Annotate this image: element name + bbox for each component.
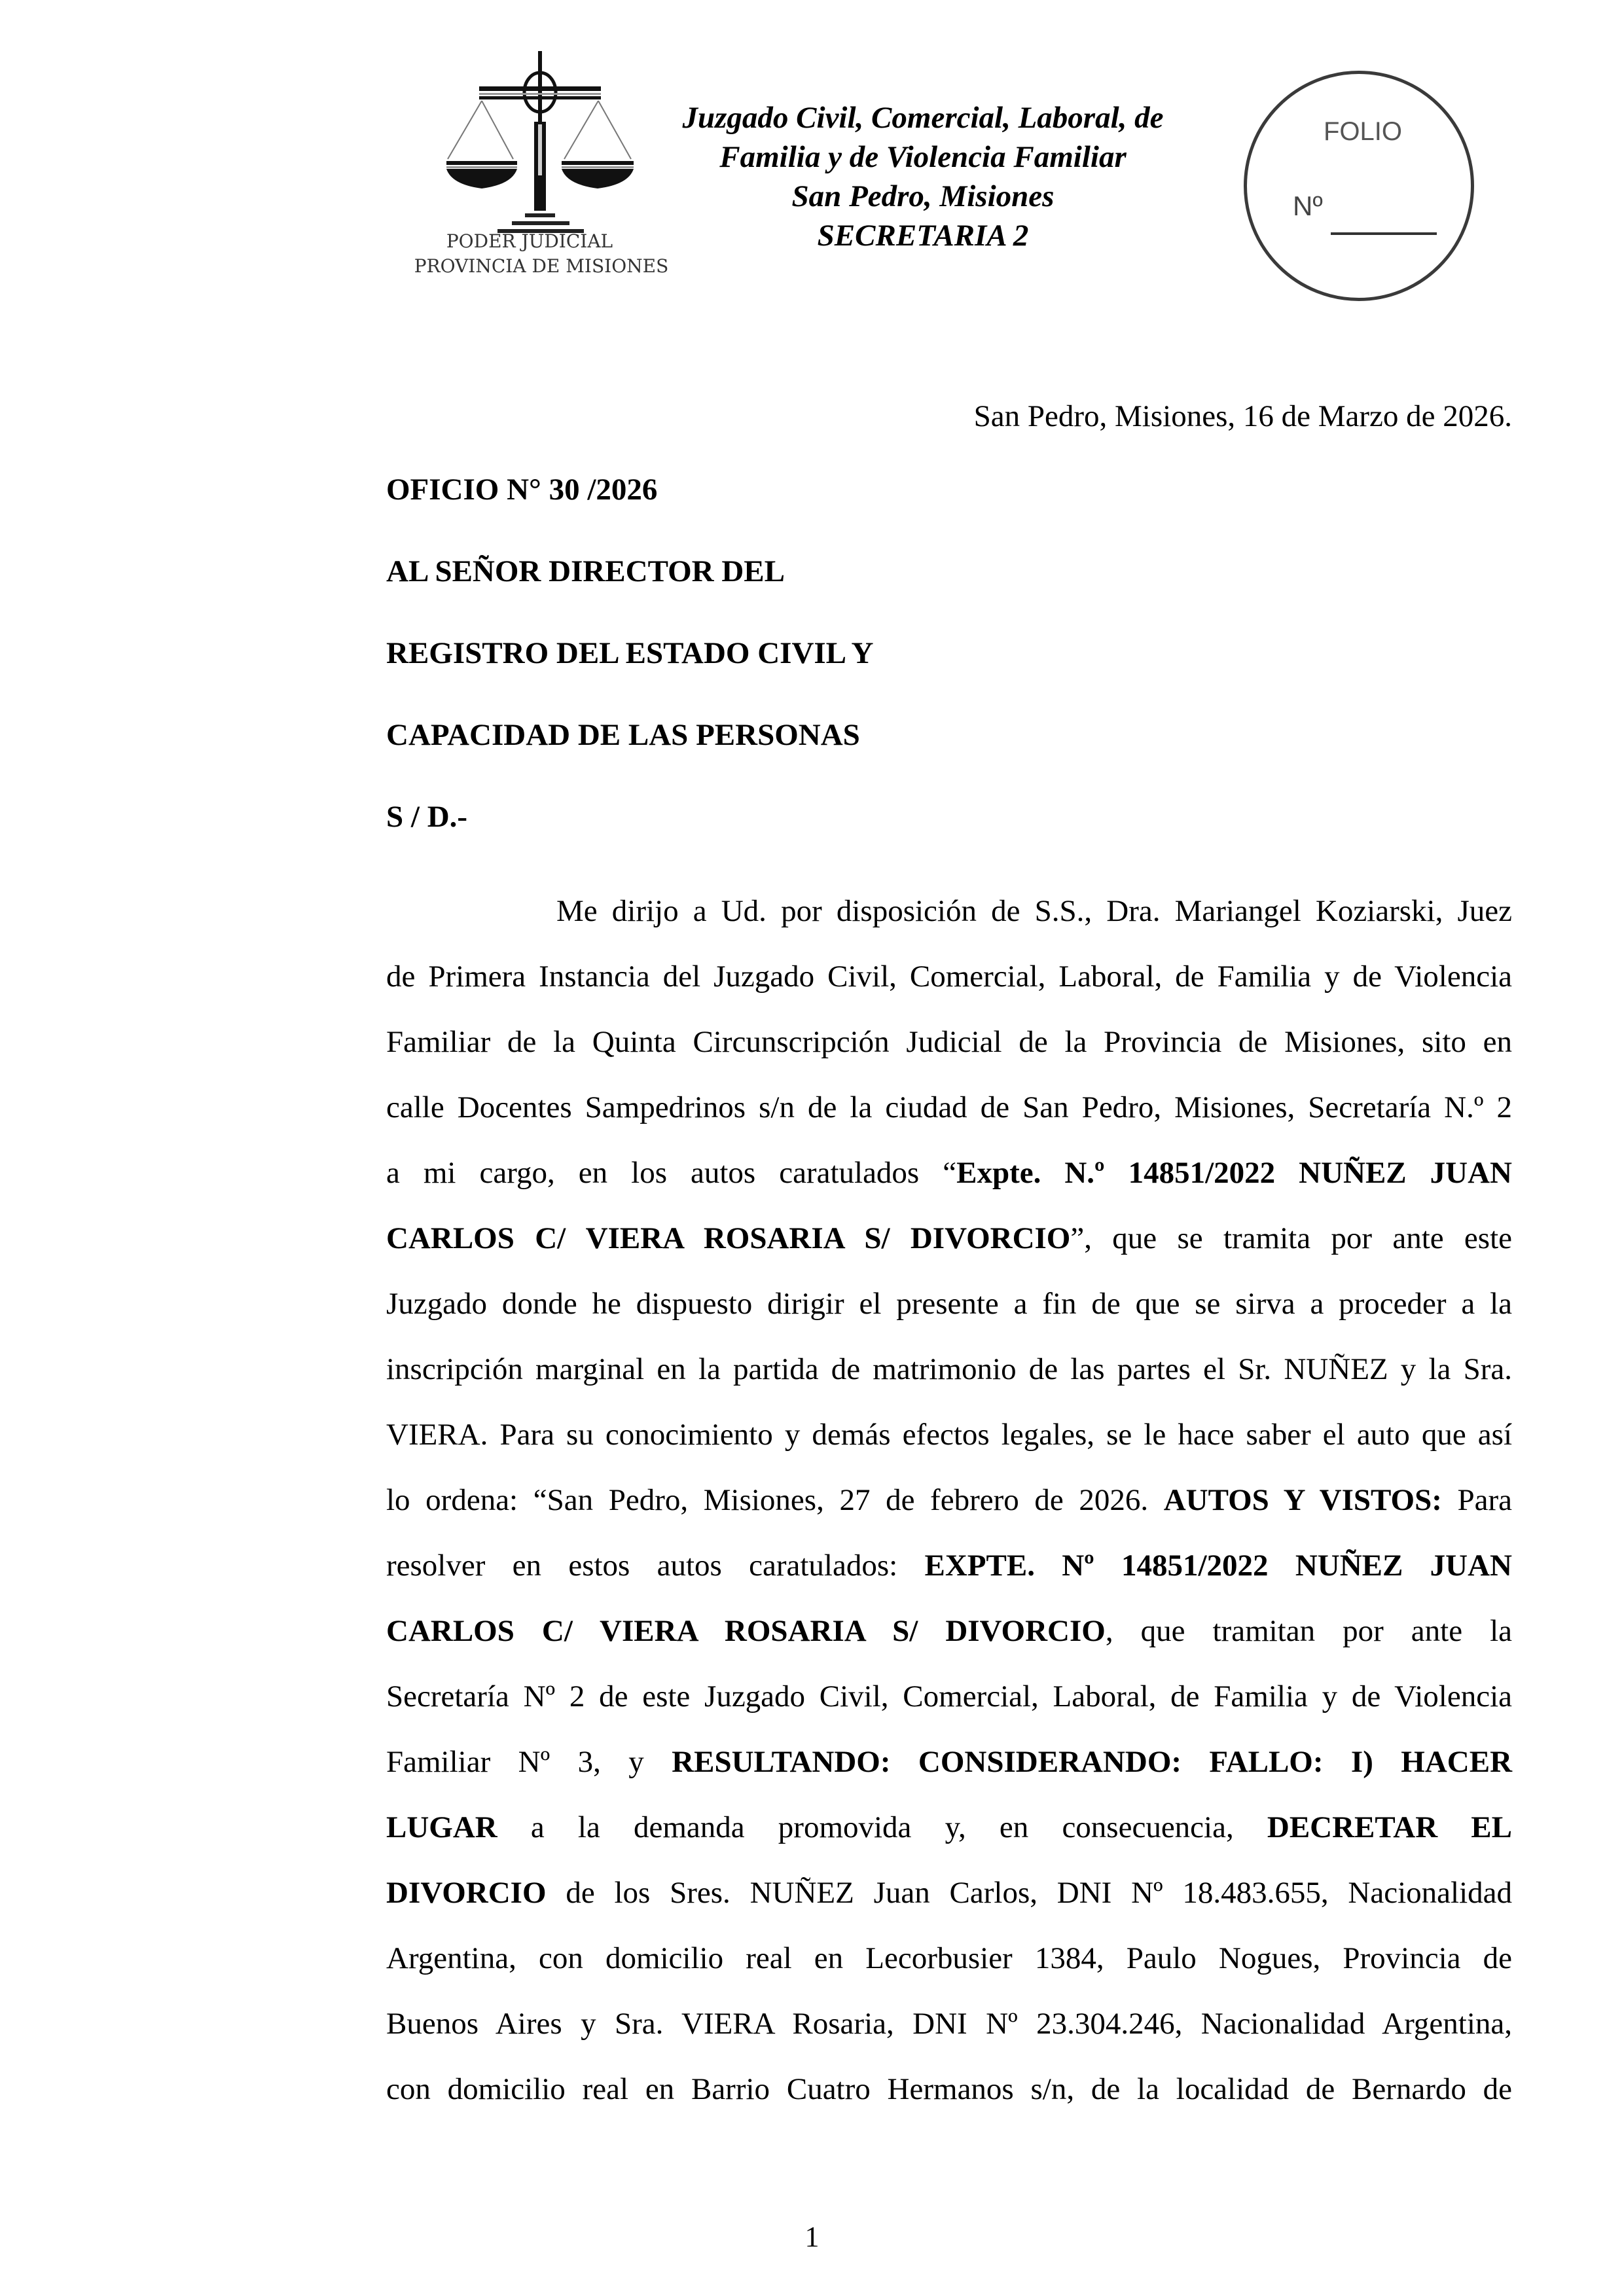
body-line: [386, 1742, 1512, 1782]
body-line: [386, 2070, 1512, 2109]
body-bold-text: DECRETAR EL: [1267, 1810, 1512, 1844]
body-text: de Primera Instancia del Juzgado Civil, Comercial, Laboral, de Familia y de Violencia: [386, 960, 1512, 994]
body-line: [386, 1415, 1512, 1454]
addressee-line: AL SEÑOR DIRECTOR DEL: [386, 554, 785, 588]
folio-label: FOLIO: [1323, 117, 1403, 146]
court-header: [681, 98, 1165, 255]
body-text: Familiar de la Quinta Circunscripción Judicial de la Provincia de Misiones, sito en: [386, 1025, 1512, 1059]
body-bold-text: Expte. N.º 14851/2022 NUÑEZ JUAN: [956, 1156, 1512, 1190]
body-text: ”, que se tramita por ante este: [1070, 1221, 1513, 1255]
body-line: [386, 1284, 1512, 1323]
body-line: [556, 891, 1512, 931]
logo-caption-line2: PROVINCIA DE MISIONES: [414, 255, 669, 277]
body-line: [386, 1873, 1512, 1912]
court-header-line: Familia y de Violencia Familiar: [719, 140, 1127, 174]
body-line: [386, 1088, 1512, 1127]
oficio-number: OFICIO N° 30 /2026: [386, 473, 658, 507]
body-bold-text: AUTOS Y VISTOS:: [1163, 1483, 1442, 1517]
body-bold-text: CARLOS C/ VIERA ROSARIA S/ DIVORCIO: [386, 1221, 1071, 1255]
body-text: resolver en estos autos caratulados:: [386, 1549, 925, 1583]
body-text: Juzgado donde he dispuesto dirigir el presente a fin de que se sirva a proceder a la: [386, 1287, 1512, 1321]
body-line: [386, 1546, 1512, 1585]
body-text: a la demanda promovida y, en consecuencia,: [497, 1810, 1267, 1844]
body-text: inscripción marginal en la partida de matrimonio de las partes el Sr. NUÑEZ y la Sra.: [386, 1352, 1512, 1386]
page-number: 1: [804, 2221, 820, 2253]
body-text: lo ordena: “San Pedro, Misiones, 27 de febrero de 2026.: [386, 1483, 1164, 1517]
body-text: Para: [1441, 1483, 1513, 1517]
folio-number-label: Nº: [1293, 190, 1323, 221]
folio-stamp: [1244, 71, 1474, 301]
logo-caption-line1: PODER JUDICIAL: [446, 230, 613, 252]
body-line: [386, 1808, 1512, 1847]
body-line: [386, 1153, 1512, 1193]
body-line: [386, 1350, 1512, 1389]
body-text: Familiar Nº 3, y: [386, 1745, 672, 1779]
body-text: Argentina, con domicilio real en Lecorbusier 1384, Paulo Nogues, Provincia de: [386, 1941, 1512, 1975]
court-logo: [401, 45, 682, 293]
body-line: [386, 957, 1512, 996]
body-text: Buenos Aires y Sra. VIERA Rosaria, DNI Nº 23.304.246, Nacionalidad Argentina,: [386, 2007, 1512, 2041]
body-line: [386, 2004, 1512, 2043]
body-text: , que tramitan por ante la: [1105, 1614, 1512, 1648]
court-header-line: Juzgado Civil, Comercial, Laboral, de: [682, 101, 1164, 135]
body-text: Secretaría Nº 2 de este Juzgado Civil, Comercial, Laboral, de Familia y de Violencia: [386, 1679, 1512, 1713]
document-date: San Pedro, Misiones, 16 de Marzo de 2026.: [973, 399, 1512, 433]
body-text: VIERA. Para su conocimiento y demás efectos legales, se le hace saber el auto que así: [386, 1418, 1512, 1452]
body-line: [386, 1022, 1512, 1062]
folio-number-blank: [1331, 232, 1437, 235]
body-text: a mi cargo, en los autos caratulados “: [386, 1156, 957, 1190]
body-bold-text: DIVORCIO: [386, 1876, 547, 1910]
scales-of-justice-icon: [401, 45, 682, 234]
body-line: [386, 1611, 1512, 1651]
body-bold-text: LUGAR: [386, 1810, 497, 1844]
body-line: [386, 1939, 1512, 1978]
court-header-line: SECRETARIA 2: [817, 219, 1029, 253]
body-text: de los Sres. NUÑEZ Juan Carlos, DNI Nº 18.483.655, Nacionalidad: [546, 1876, 1512, 1910]
body-bold-text: EXPTE. Nº 14851/2022 NUÑEZ JUAN: [924, 1549, 1512, 1583]
body-line: [386, 1219, 1512, 1258]
salutation-sd: S / D.-: [386, 800, 468, 834]
body-text: calle Docentes Sampedrinos s/n de la ciudad de San Pedro, Misiones, Secretaría N.º 2: [386, 1090, 1512, 1124]
court-header-line: San Pedro, Misiones: [791, 179, 1055, 213]
body-bold-text: CARLOS C/ VIERA ROSARIA S/ DIVORCIO: [386, 1614, 1106, 1648]
body-text: con domicilio real en Barrio Cuatro Hermanos s/n, de la localidad de Bernardo de: [386, 2072, 1512, 2106]
body-bold-text: RESULTANDO: CONSIDERANDO: FALLO: I) HACER: [672, 1745, 1513, 1779]
body-line: [386, 1677, 1512, 1716]
body-text: Me dirijo a Ud. por disposición de S.S., Dra. Mariangel Koziarski, Juez: [556, 894, 1512, 928]
addressee-line: REGISTRO DEL ESTADO CIVIL Y: [386, 636, 874, 670]
addressee-line: CAPACIDAD DE LAS PERSONAS: [386, 718, 860, 752]
body-line: [386, 1480, 1512, 1520]
